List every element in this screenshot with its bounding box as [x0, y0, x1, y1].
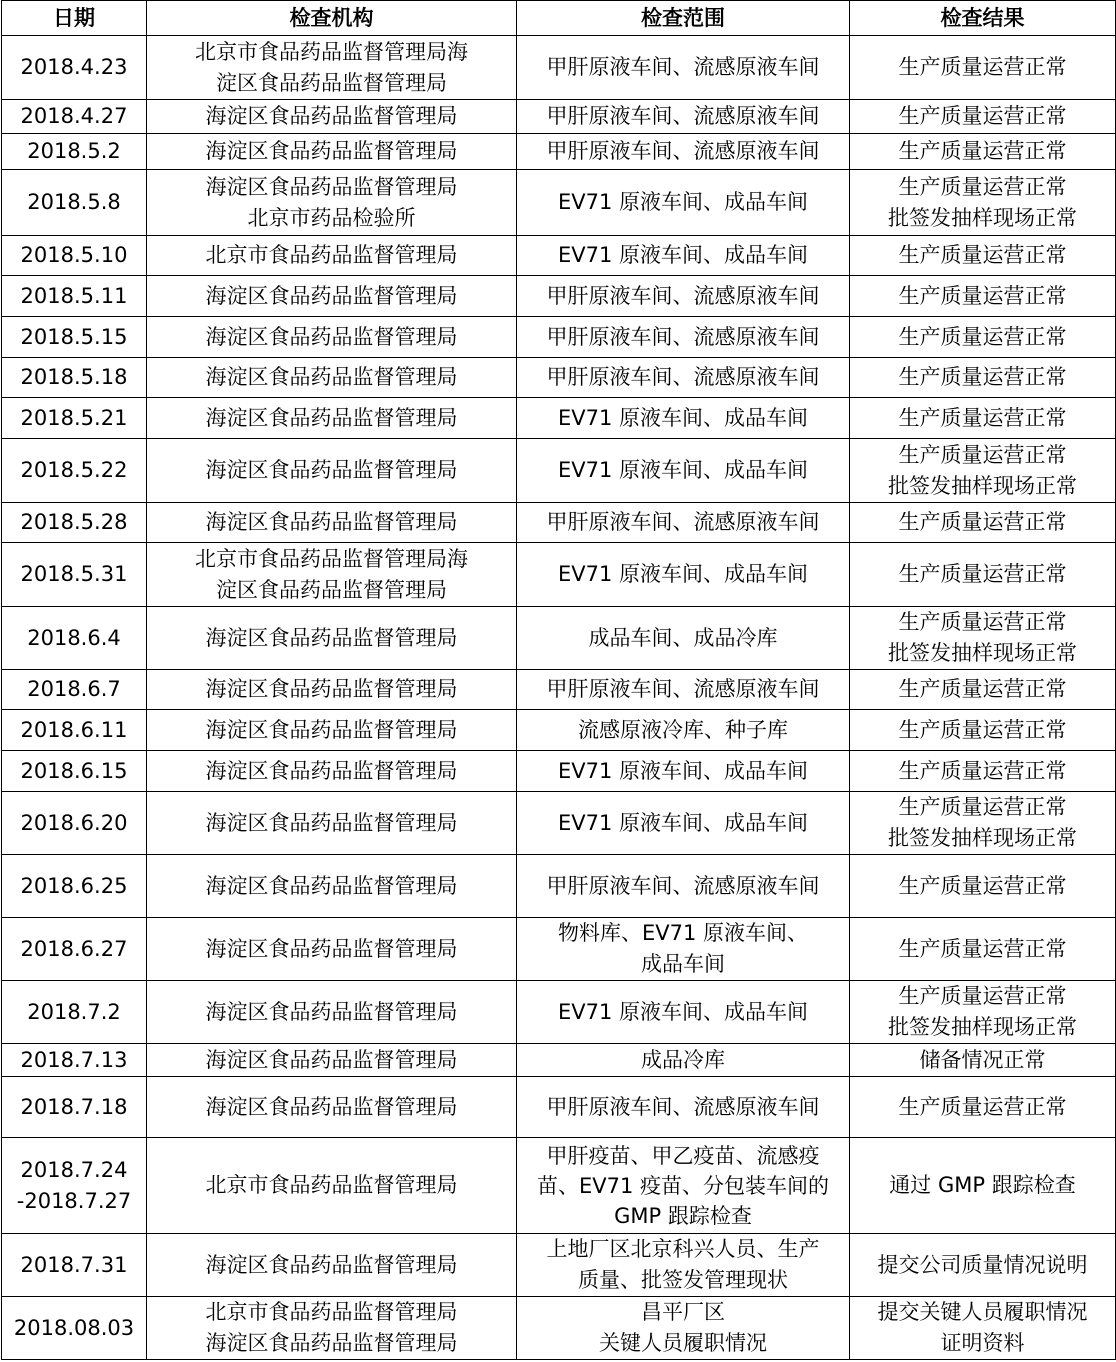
- cell-result: 生产质量运营正常: [850, 36, 1116, 100]
- cell-date: 2018.5.21: [2, 398, 147, 439]
- cell-scope: EV71 原液车间、成品车间: [517, 981, 850, 1044]
- cell-result: 生产质量运营正常: [850, 503, 1116, 543]
- table-row: [2, 398, 1116, 439]
- cell-scope: 成品冷库: [517, 1044, 850, 1077]
- cell-scope: 成品车间、成品冷库: [517, 607, 850, 670]
- table-row: [2, 170, 1116, 236]
- cell-date: 2018.6.27: [2, 918, 147, 981]
- cell-scope: 甲肝原液车间、流感原液车间: [517, 317, 850, 358]
- cell-agency: 海淀区食品药品监督管理局: [147, 855, 517, 918]
- table-row: [2, 276, 1116, 317]
- table-row: [2, 100, 1116, 134]
- cell-date: 2018.4.23: [2, 36, 147, 100]
- cell-date: 2018.7.18: [2, 1077, 147, 1138]
- cell-scope: EV71 原液车间、成品车间: [517, 170, 850, 236]
- cell-agency: 海淀区食品药品监督管理局: [147, 100, 517, 134]
- cell-result: 生产质量运营正常: [850, 398, 1116, 439]
- cell-result: 生产质量运营正常: [850, 543, 1116, 607]
- cell-scope: 甲肝疫苗、甲乙疫苗、流感疫 苗、EV71 疫苗、分包装车间的 GMP 跟踪检查: [517, 1138, 850, 1234]
- cell-result: 提交公司质量情况说明: [850, 1234, 1116, 1297]
- cell-agency: 海淀区食品药品监督管理局: [147, 670, 517, 710]
- cell-agency: 海淀区食品药品监督管理局: [147, 981, 517, 1044]
- cell-result: 生产质量运营正常: [850, 670, 1116, 710]
- cell-scope: 流感原液冷库、种子库: [517, 710, 850, 751]
- cell-scope: EV71 原液车间、成品车间: [517, 751, 850, 792]
- cell-result: 生产质量运营正常 批签发抽样现场正常: [850, 607, 1116, 670]
- cell-date: 2018.6.11: [2, 710, 147, 751]
- table-row: [2, 134, 1116, 170]
- header-agency: 检查机构: [147, 1, 517, 36]
- cell-result: 生产质量运营正常: [850, 710, 1116, 751]
- table-row: [2, 1138, 1116, 1234]
- cell-agency: 海淀区食品药品监督管理局: [147, 398, 517, 439]
- header-date: 日期: [2, 1, 147, 36]
- table-row: [2, 710, 1116, 751]
- table-row: [2, 670, 1116, 710]
- header-result: 检查结果: [850, 1, 1116, 36]
- cell-result: 生产质量运营正常: [850, 1077, 1116, 1138]
- cell-date: 2018.5.31: [2, 543, 147, 607]
- table-row: [2, 36, 1116, 100]
- table-row: [2, 981, 1116, 1044]
- cell-result: 生产质量运营正常 批签发抽样现场正常: [850, 170, 1116, 236]
- cell-scope: EV71 原液车间、成品车间: [517, 439, 850, 503]
- cell-result: 生产质量运营正常 批签发抽样现场正常: [850, 792, 1116, 855]
- cell-result: 生产质量运营正常: [850, 358, 1116, 398]
- cell-agency: 北京市食品药品监督管理局海 淀区食品药品监督管理局: [147, 543, 517, 607]
- cell-date: 2018.7.31: [2, 1234, 147, 1297]
- cell-date: 2018.6.25: [2, 855, 147, 918]
- cell-result: 通过 GMP 跟踪检查: [850, 1138, 1116, 1234]
- table-row: [2, 918, 1116, 981]
- cell-date: 2018.5.2: [2, 134, 147, 170]
- cell-scope: 甲肝原液车间、流感原液车间: [517, 276, 850, 317]
- table-row: [2, 1234, 1116, 1297]
- cell-scope: 甲肝原液车间、流感原液车间: [517, 100, 850, 134]
- table-row: [2, 439, 1116, 503]
- cell-scope: EV71 原液车间、成品车间: [517, 236, 850, 276]
- cell-agency: 海淀区食品药品监督管理局: [147, 792, 517, 855]
- cell-agency: 北京市食品药品监督管理局 海淀区食品药品监督管理局: [147, 1297, 517, 1360]
- table-row: [2, 1044, 1116, 1077]
- table-row: [2, 317, 1116, 358]
- table-row: [2, 236, 1116, 276]
- cell-result: 生产质量运营正常: [850, 918, 1116, 981]
- table-row: [2, 607, 1116, 670]
- cell-result: 生产质量运营正常: [850, 317, 1116, 358]
- cell-scope: EV71 原液车间、成品车间: [517, 792, 850, 855]
- cell-agency: 海淀区食品药品监督管理局: [147, 503, 517, 543]
- table-row: [2, 543, 1116, 607]
- cell-date: 2018.6.15: [2, 751, 147, 792]
- cell-scope: EV71 原液车间、成品车间: [517, 398, 850, 439]
- cell-date: 2018.7.24 -2018.7.27: [2, 1138, 147, 1234]
- header-scope: 检查范围: [517, 1, 850, 36]
- cell-result: 生产质量运营正常 批签发抽样现场正常: [850, 439, 1116, 503]
- cell-agency: 北京市食品药品监督管理局海 淀区食品药品监督管理局: [147, 36, 517, 100]
- cell-agency: 海淀区食品药品监督管理局: [147, 439, 517, 503]
- cell-date: 2018.7.13: [2, 1044, 147, 1077]
- cell-agency: 海淀区食品药品监督管理局: [147, 918, 517, 981]
- cell-result: 提交关键人员履职情况 证明资料: [850, 1297, 1116, 1360]
- cell-scope: 甲肝原液车间、流感原液车间: [517, 134, 850, 170]
- cell-date: 2018.6.4: [2, 607, 147, 670]
- cell-result: 储备情况正常: [850, 1044, 1116, 1077]
- cell-agency: 海淀区食品药品监督管理局: [147, 134, 517, 170]
- cell-scope: 昌平厂区 关键人员履职情况: [517, 1297, 850, 1360]
- cell-agency: 海淀区食品药品监督管理局: [147, 1044, 517, 1077]
- cell-date: 2018.5.11: [2, 276, 147, 317]
- cell-result: 生产质量运营正常: [850, 855, 1116, 918]
- table-row: [2, 751, 1116, 792]
- cell-agency: 海淀区食品药品监督管理局: [147, 1077, 517, 1138]
- cell-scope: 甲肝原液车间、流感原液车间: [517, 855, 850, 918]
- cell-agency: 海淀区食品药品监督管理局: [147, 317, 517, 358]
- cell-scope: 甲肝原液车间、流感原液车间: [517, 670, 850, 710]
- table-row: [2, 792, 1116, 855]
- cell-date: 2018.5.15: [2, 317, 147, 358]
- cell-date: 2018.08.03: [2, 1297, 147, 1360]
- cell-date: 2018.5.8: [2, 170, 147, 236]
- cell-date: 2018.5.10: [2, 236, 147, 276]
- cell-agency: 海淀区食品药品监督管理局: [147, 751, 517, 792]
- cell-result: 生产质量运营正常: [850, 751, 1116, 792]
- table-row: [2, 855, 1116, 918]
- cell-scope: 甲肝原液车间、流感原液车间: [517, 503, 850, 543]
- cell-date: 2018.4.27: [2, 100, 147, 134]
- cell-agency: 海淀区食品药品监督管理局: [147, 710, 517, 751]
- table-row: [2, 1297, 1116, 1360]
- cell-scope: 甲肝原液车间、流感原液车间: [517, 36, 850, 100]
- cell-agency: 海淀区食品药品监督管理局 北京市药品检验所: [147, 170, 517, 236]
- cell-result: 生产质量运营正常 批签发抽样现场正常: [850, 981, 1116, 1044]
- cell-date: 2018.7.2: [2, 981, 147, 1044]
- cell-agency: 海淀区食品药品监督管理局: [147, 1234, 517, 1297]
- cell-scope: 甲肝原液车间、流感原液车间: [517, 358, 850, 398]
- inspection-table: [1, 0, 1116, 1360]
- cell-date: 2018.5.22: [2, 439, 147, 503]
- cell-result: 生产质量运营正常: [850, 134, 1116, 170]
- cell-scope: EV71 原液车间、成品车间: [517, 543, 850, 607]
- cell-date: 2018.6.7: [2, 670, 147, 710]
- cell-result: 生产质量运营正常: [850, 276, 1116, 317]
- cell-agency: 北京市食品药品监督管理局: [147, 1138, 517, 1234]
- cell-date: 2018.5.18: [2, 358, 147, 398]
- table-row: [2, 1077, 1116, 1138]
- table-row: [2, 503, 1116, 543]
- cell-scope: 甲肝原液车间、流感原液车间: [517, 1077, 850, 1138]
- cell-scope: 上地厂区北京科兴人员、生产 质量、批签发管理现状: [517, 1234, 850, 1297]
- header-row: [2, 1, 1116, 36]
- cell-result: 生产质量运营正常: [850, 236, 1116, 276]
- cell-agency: 海淀区食品药品监督管理局: [147, 607, 517, 670]
- cell-date: 2018.5.28: [2, 503, 147, 543]
- table-row: [2, 358, 1116, 398]
- cell-result: 生产质量运营正常: [850, 100, 1116, 134]
- cell-scope: 物料库、EV71 原液车间、 成品车间: [517, 918, 850, 981]
- cell-agency: 海淀区食品药品监督管理局: [147, 276, 517, 317]
- cell-date: 2018.6.20: [2, 792, 147, 855]
- cell-agency: 北京市食品药品监督管理局: [147, 236, 517, 276]
- cell-agency: 海淀区食品药品监督管理局: [147, 358, 517, 398]
